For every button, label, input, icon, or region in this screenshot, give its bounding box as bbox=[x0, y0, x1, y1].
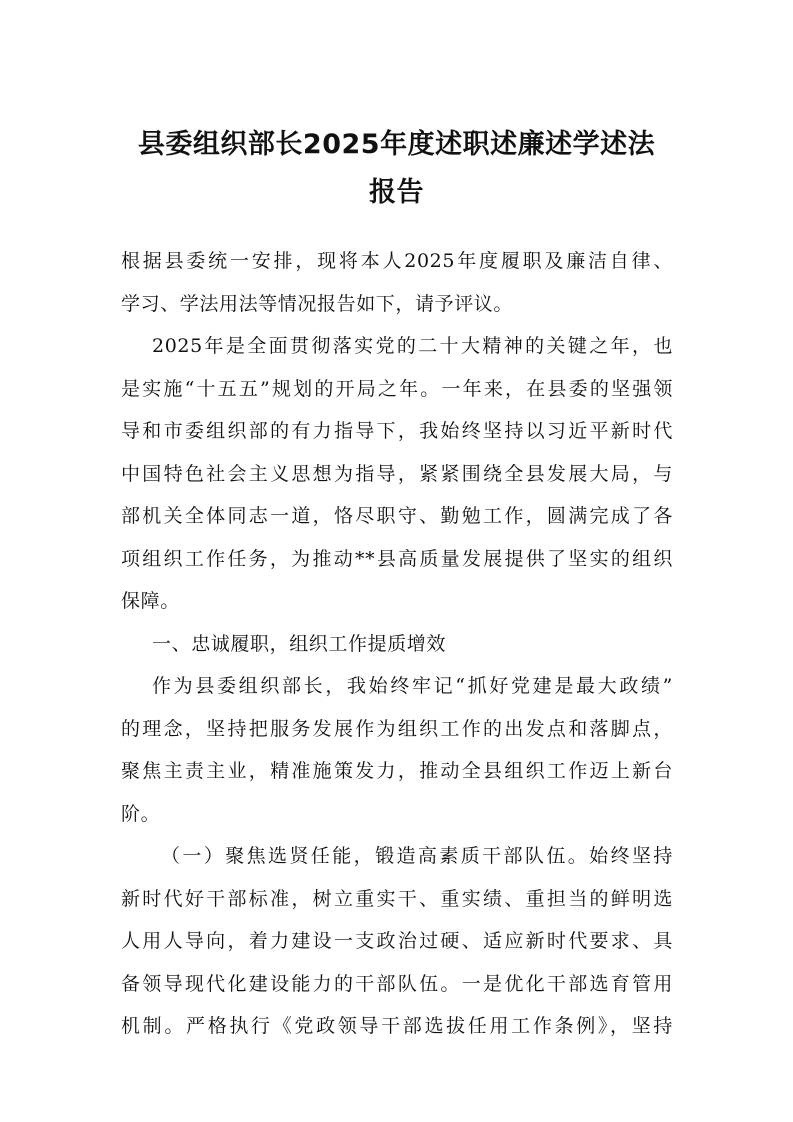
section-heading: 一、忠诚履职，组织工作提质增效 bbox=[152, 633, 447, 655]
paragraph-line: 保障。 bbox=[121, 590, 180, 612]
paragraph-line: 2025年是全面贯彻落实党的二十大精神的关键之年，也 bbox=[152, 335, 673, 357]
document-title-line-2: 报告 bbox=[369, 177, 424, 208]
paragraph-line: 学习、学法用法等情况报告如下，请予评议。 bbox=[121, 293, 514, 315]
paragraph-line: 的理念，坚持把服务发展作为组织工作的出发点和落脚点， bbox=[121, 718, 673, 740]
document-title-line-1: 县委组织部长2025年度述职述廉述学述法 bbox=[137, 129, 656, 160]
paragraph-line: 中国特色社会主义思想为指导，紧紧围绕全县发展大局，与 bbox=[121, 463, 673, 485]
paragraph-line: 人用人导向，着力建设一支政治过硬、适应新时代要求、具 bbox=[121, 930, 673, 952]
paragraph-line: 部机关全体同志一道，恪尽职守、勤勉工作，圆满完成了各 bbox=[121, 505, 673, 527]
paragraph-line: 项组织工作任务，为推动**县高质量发展提供了坚实的组织 bbox=[121, 548, 673, 570]
paragraph-line: 备领导现代化建设能力的干部队伍。一是优化干部选育管用 bbox=[121, 973, 673, 995]
paragraph-line: 机制。严格执行《党政领导干部选拔任用工作条例》，坚持 bbox=[121, 1015, 673, 1037]
paragraph-line: 作为县委组织部长，我始终牢记“抓好党建是最大政绩” bbox=[152, 675, 673, 697]
paragraph-line: 导和市委组织部的有力指导下，我始终坚持以习近平新时代 bbox=[121, 420, 673, 442]
paragraph-line: （一）聚焦选贤任能，锻造高素质干部队伍。始终坚持 bbox=[161, 845, 673, 867]
paragraph-line: 新时代好干部标准，树立重实干、重实绩、重担当的鲜明选 bbox=[121, 888, 673, 910]
paragraph-line: 阶。 bbox=[121, 803, 161, 825]
paragraph-line: 是实施“十五五”规划的开局之年。一年来，在县委的坚强领 bbox=[121, 378, 673, 400]
paragraph-line: 根据县委统一安排，现将本人2025年度履职及廉洁自律、 bbox=[121, 250, 673, 272]
paragraph-line: 聚焦主责主业，精准施策发力，推动全县组织工作迈上新台 bbox=[121, 760, 673, 782]
